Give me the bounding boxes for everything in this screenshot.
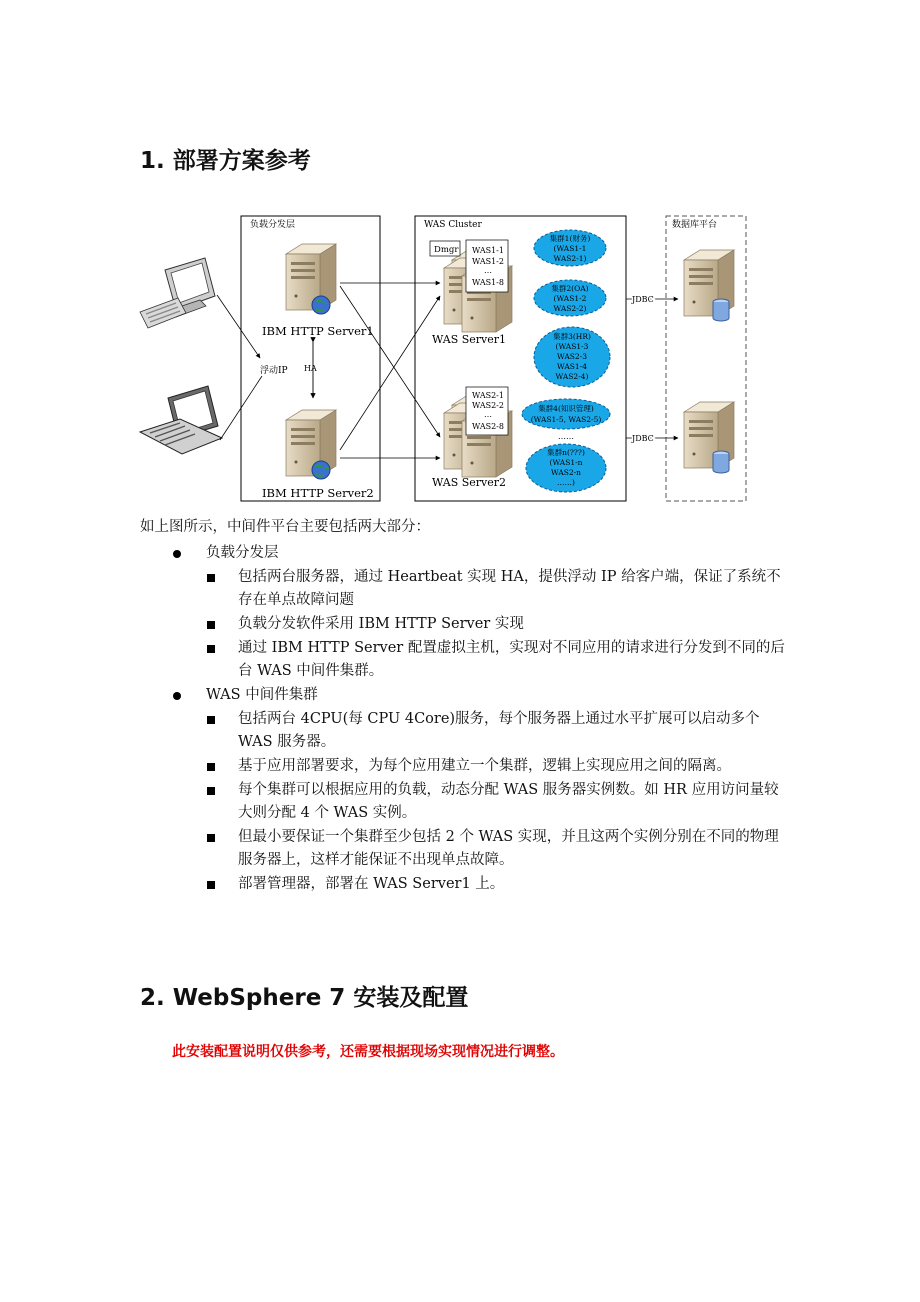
square-bullet-icon [207, 787, 215, 795]
intro-text: 如上图所示，中间件平台主要包括两大部分： [140, 519, 430, 535]
was-server2-label: WAS Server2 [432, 476, 507, 489]
jdbc-label-1: JDBC [632, 295, 654, 304]
ws2-item: WAS2-8 [472, 422, 504, 431]
square-bullet-icon [207, 763, 215, 771]
cluster-n [526, 444, 606, 492]
list-item [140, 708, 790, 754]
cluster-3 [534, 327, 610, 387]
list-item-text: 每个集群可以根据应用的负载，动态分配 WAS 服务器实例数。如 HR 应用访问量较大则分配 4 个 WAS 实例。 [238, 782, 779, 821]
cluster-1-line: 集群1(财务) [549, 234, 591, 243]
cluster-2-line: (WAS1-2 [553, 294, 587, 303]
list-item-text: 基于应用部署要求，为每个应用建立一个集群，逻辑上实现应用之间的隔离。 [238, 758, 731, 774]
ha-label: HA [304, 364, 317, 373]
jdbc-label-2: JDBC [632, 434, 654, 443]
cluster-ellipsis: …… [558, 432, 574, 441]
list-item-text: 负载分发软件采用 IBM HTTP Server 实现 [238, 616, 524, 632]
cluster-2-line: WAS2-2) [553, 304, 587, 313]
list-item [140, 873, 790, 896]
list-item-text: 包括两台服务器，通过 Heartbeat 实现 HA，提供浮动 IP 给客户端，保证了系统不存在单点故障问题 [238, 569, 781, 608]
cluster-4-line: (WAS1-5, WAS2-5) [530, 415, 602, 424]
cluster-n-line: (WAS1-n [549, 458, 583, 467]
square-bullet-icon [207, 574, 215, 582]
component-list [140, 542, 790, 897]
cluster-n-line: ……) [557, 478, 575, 487]
section-1-title: 1. 部署方案参考 [140, 148, 311, 174]
cluster-3-line: WAS1-4 [557, 362, 587, 371]
bullet-icon [173, 550, 181, 558]
float-ip-label: 浮动IP [260, 366, 288, 376]
desktop-computer-icon [140, 258, 215, 328]
cluster-n-line: WAS2-n [550, 468, 582, 477]
list-item [140, 826, 790, 872]
square-bullet-icon [207, 645, 215, 653]
cluster-1-line: (WAS1-1 [553, 244, 587, 253]
cluster-3-line: 集群3(HR) [553, 332, 591, 341]
list-item-text: 但最小要保证一个集群至少包括 2 个 WAS 实现，并且这两个实例分别在不同的物理服务器上，这样才能保证不出现单点故障。 [238, 829, 779, 868]
cluster-1 [534, 230, 606, 266]
group-title-text: WAS 中间件集群 [206, 687, 318, 703]
was-server1-label: WAS Server1 [432, 333, 507, 346]
cluster-2 [534, 280, 606, 316]
cluster-3-line: WAS2-4) [555, 372, 589, 381]
ws1-item: WAS1-8 [472, 278, 504, 287]
ws1-item: … [484, 266, 492, 275]
list-item [140, 779, 790, 825]
cluster-n-line: 集群n(???) [547, 448, 585, 457]
list-item [140, 637, 790, 683]
deployment-diagram [0, 0, 920, 510]
bullet-icon [173, 692, 181, 700]
cluster-2-line: 集群2(OA) [551, 284, 589, 293]
group-title-text: 负载分发层 [206, 545, 279, 561]
database-server1-icon [684, 250, 734, 321]
cluster-1-line: WAS2-1) [553, 254, 587, 263]
dmgr-label: Dmgr [434, 245, 459, 255]
group-title [140, 542, 790, 565]
ws2-item: WAS2-1 [472, 391, 504, 400]
square-bullet-icon [207, 881, 215, 889]
section-2-title: 2. WebSphere 7 安装及配置 [140, 985, 469, 1011]
list-item-text: 通过 IBM HTTP Server 配置虚拟主机，实现对不同应用的请求进行分发到不同的后台 WAS 中间件集群。 [238, 640, 785, 679]
ihs-server2-icon [286, 410, 336, 479]
database-server2-icon [684, 402, 734, 473]
list-item [140, 755, 790, 778]
red-note: 此安装配置说明仅供参考，还需要根据现场实现情况进行调整。 [172, 1044, 564, 1060]
ws1-item: WAS1-2 [472, 257, 504, 266]
list-item [140, 613, 790, 636]
list-item [140, 566, 790, 612]
db-platform-label: 数据库平台 [672, 220, 718, 230]
cluster-4-line: 集群4(知识管理) [538, 404, 594, 413]
square-bullet-icon [207, 716, 215, 724]
cluster-3-line: WAS2-3 [557, 352, 587, 361]
ihs-server1-icon [286, 244, 336, 314]
square-bullet-icon [207, 834, 215, 842]
cluster-4 [522, 399, 610, 429]
ws1-item: WAS1-1 [472, 246, 504, 255]
laptop-computer-icon [140, 386, 222, 454]
was-cluster-label: WAS Cluster [424, 220, 482, 230]
list-item-text: 包括两台 4CPU(每 CPU 4Core)服务，每个服务器上通过水平扩展可以启动多个 WAS 服务器。 [238, 711, 760, 750]
square-bullet-icon [207, 621, 215, 629]
cluster-3-line: (WAS1-3 [555, 342, 589, 351]
list-item-text: 部署管理器，部署在 WAS Server1 上。 [238, 876, 505, 892]
ws2-item: … [484, 410, 492, 419]
group-title [140, 684, 790, 707]
lb-layer-label: 负载分发层 [250, 220, 296, 230]
ihs-server1-label: IBM HTTP Server1 [262, 324, 374, 338]
ihs-server2-label: IBM HTTP Server2 [262, 486, 374, 500]
ws2-item: WAS2-2 [472, 401, 504, 410]
